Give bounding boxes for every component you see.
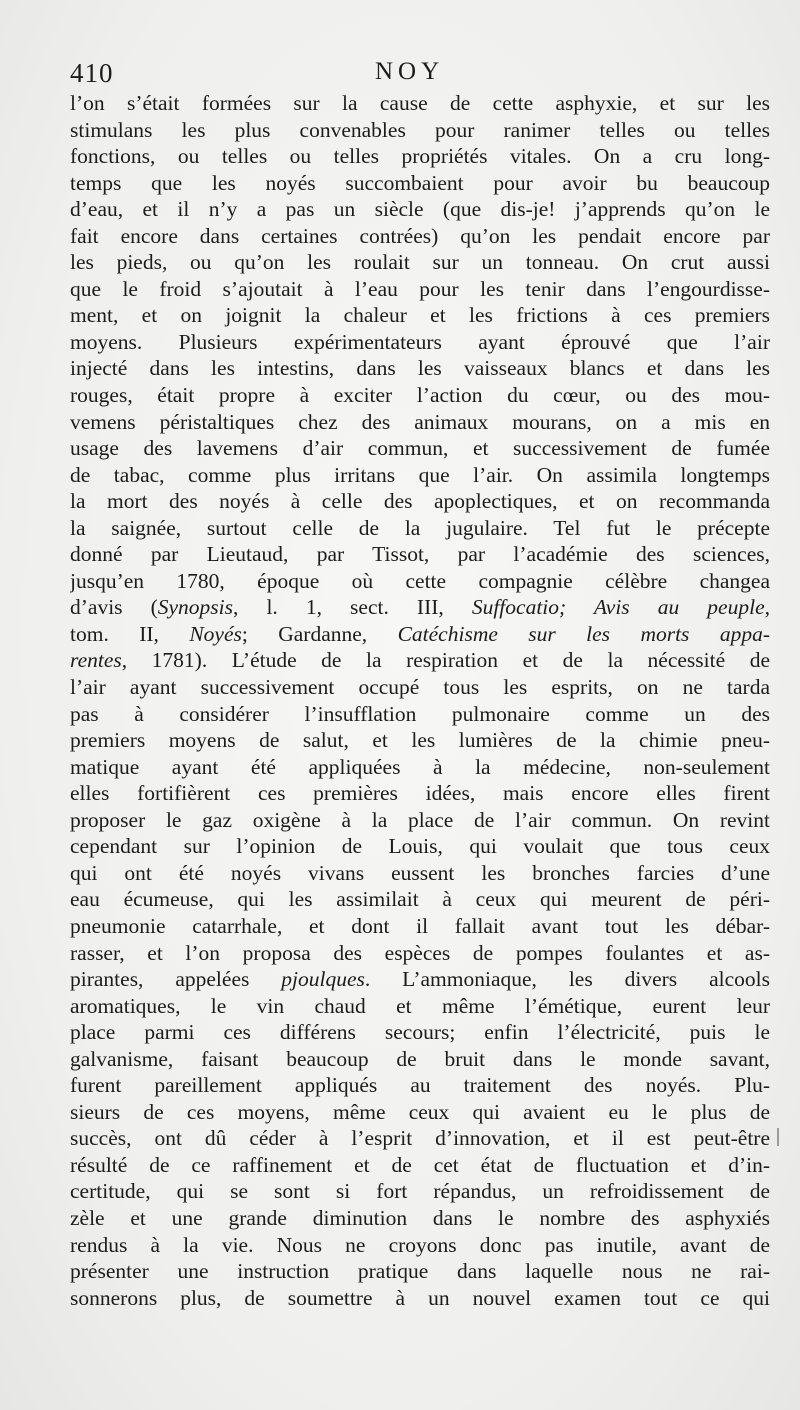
text-segment: l’on s’était formées sur la cause de cette asphyxie, et sur les: [70, 91, 770, 115]
text-segment: eau écumeuse, qui les assimilait à ceux qui meurent de péri-: [70, 887, 770, 912]
running-head: NOY: [375, 58, 445, 85]
text-line: [70, 143, 770, 170]
text-segment: zèle et une grande diminution dans le nombre des asphyxiés: [70, 1205, 770, 1230]
text-line: [70, 727, 770, 754]
italic-text: Catéchisme sur les morts appa-: [397, 621, 770, 646]
text-segment: donné par Lieutaud, par Tissot, par l’académie des sciences,: [70, 542, 770, 567]
text-segment: que le froid s’ajoutait à l’eau pour les tenir dans l’engourdisse-: [70, 276, 770, 301]
text-segment: aromatiques, le vin chaud et même l’émétique, eurent leur: [70, 993, 770, 1018]
text-line: [70, 1152, 770, 1179]
italic-text: Noyés: [189, 621, 242, 646]
text-segment: pneumonie catarrhale, et dont il fallait avant tout les débar-: [70, 913, 770, 938]
text-line: [70, 382, 770, 409]
text-segment: . L’ammoniaque, les divers alcools: [364, 967, 770, 992]
text-segment: proposer le gaz oxigène à la place de l’air commun. On revint: [70, 807, 770, 832]
text-line: [70, 1232, 770, 1259]
text-segment: rouges, était propre à exciter l’action du cœur, ou des mou-: [70, 383, 770, 408]
text-line: [70, 90, 770, 117]
text-line: [70, 860, 770, 887]
text-segment: fonctions, ou telles ou telles propriétés vitales. On a cru long-: [70, 144, 770, 169]
text-segment: la saignée, surtout celle de la jugulaire. Tel fut le précepte: [70, 515, 770, 540]
text-line: [70, 1019, 770, 1046]
margin-mark: [777, 1128, 779, 1146]
body-text: [70, 90, 770, 1311]
text-segment: résulté de ce raffinement et de cet état de fluctuation et d’in-: [70, 1152, 770, 1177]
text-line: [70, 249, 770, 276]
text-segment: qui ont été noyés vivans eussent les bronches farcies d’une: [70, 860, 770, 885]
text-line: [70, 807, 770, 834]
text-segment: pas à considérer l’insufflation pulmonaire comme un des: [70, 701, 770, 726]
text-segment: ,: [764, 595, 770, 620]
text-line: [70, 568, 770, 595]
text-line: [70, 647, 770, 674]
text-line: [70, 993, 770, 1020]
text-segment: moyens. Plusieurs expérimentateurs ayant éprouvé que l’air: [70, 329, 770, 354]
text-line: [70, 276, 770, 303]
text-segment: ; Gardanne,: [241, 621, 398, 646]
text-segment: de tabac, comme plus irritans que l’air. On assimila longtemps: [70, 462, 770, 487]
text-line: [70, 886, 770, 913]
text-line: [70, 833, 770, 860]
text-segment: stimulans les plus convenables pour ranimer telles ou telles: [70, 117, 770, 142]
text-segment: place parmi ces différens secours; enfin l’électricité, puis le: [70, 1020, 770, 1045]
text-line: [70, 223, 770, 250]
text-line: [70, 674, 770, 701]
text-line: [70, 117, 770, 144]
text-line: [70, 701, 770, 728]
text-segment: d’avis (: [70, 595, 158, 620]
text-segment: présenter une instruction pratique dans laquelle nous ne rai-: [70, 1259, 770, 1284]
text-line: [70, 780, 770, 807]
text-segment: ment, et on joignit la chaleur et les frictions à ces premiers: [70, 303, 770, 328]
text-segment: tom. II,: [70, 621, 190, 646]
text-line: [70, 302, 770, 329]
text-segment: matique ayant été appliquées à la médecine, non-seulement: [70, 754, 770, 779]
text-segment: pirantes, appelées: [70, 967, 282, 992]
text-segment: usage des lavemens d’air commun, et successivement de fumée: [70, 436, 770, 461]
text-segment: sonnerons plus, de soumettre à un nouvel examen tout ce qui: [70, 1285, 770, 1310]
text-line: [70, 621, 770, 648]
page-number: 410: [70, 58, 114, 88]
text-line: [70, 462, 770, 489]
text-segment: certitude, qui se sont si fort répandus, un refroidissement de: [70, 1179, 770, 1204]
text-line: [70, 594, 770, 621]
text-line: [70, 1258, 770, 1285]
text-line: [70, 515, 770, 542]
text-segment: fait encore dans certaines contrées) qu’on les pendait encore par: [70, 223, 770, 248]
text-line: [70, 1046, 770, 1073]
text-segment: cependant sur l’opinion de Louis, qui voulait que tous ceux: [70, 834, 770, 859]
text-segment: furent pareillement appliqués au traitement des noyés. Plu-: [70, 1073, 770, 1098]
text-line: [70, 966, 770, 993]
text-line: [70, 196, 770, 223]
text-line: [70, 1285, 770, 1312]
text-segment: l’air ayant successivement occupé tous les esprits, on ne tarda: [70, 675, 770, 700]
page-header: [70, 58, 770, 92]
text-segment: galvanisme, faisant beaucoup de bruit dans le monde savant,: [70, 1046, 770, 1071]
italic-text: Suffocatio; Avis au peuple: [471, 595, 765, 620]
text-line: [70, 913, 770, 940]
text-line: [70, 1125, 770, 1152]
text-segment: la mort des noyés à celle des apoplectiques, et on recommanda: [70, 489, 770, 514]
italic-text: Synopsis: [157, 595, 234, 620]
text-line: [70, 435, 770, 462]
text-line: [70, 488, 770, 515]
text-line: [70, 329, 770, 356]
text-segment: injecté dans les intestins, dans les vaisseaux blancs et dans les: [70, 356, 770, 381]
text-line: [70, 1178, 770, 1205]
text-segment: les pieds, ou qu’on les roulait sur un tonneau. On crut aussi: [70, 250, 770, 275]
text-segment: , 1781). L’étude de la respiration et de la nécessité de: [121, 648, 770, 673]
text-line: [70, 409, 770, 436]
text-line: [70, 355, 770, 382]
text-line: [70, 541, 770, 568]
text-line: [70, 754, 770, 781]
text-segment: temps que les noyés succombaient pour avoir bu beaucoup: [70, 170, 770, 195]
text-segment: sieurs de ces moyens, même ceux qui avaient eu le plus de: [70, 1099, 770, 1124]
text-line: [70, 1205, 770, 1232]
text-line: [70, 940, 770, 967]
italic-text: pjoulques: [281, 967, 365, 992]
italic-text: rentes: [70, 648, 122, 673]
text-segment: jusqu’en 1780, époque où cette compagnie célèbre changea: [70, 568, 770, 593]
text-segment: premiers moyens de salut, et les lumières de la chimie pneu-: [70, 728, 770, 753]
text-line: [70, 1072, 770, 1099]
text-segment: elles fortifièrent ces premières idées, mais encore elles firent: [70, 781, 770, 806]
text-line: [70, 1099, 770, 1126]
text-segment: vemens péristaltiques chez des animaux mourans, on a mis en: [70, 409, 770, 434]
text-segment: , l. 1, sect. III,: [233, 595, 472, 620]
text-segment: d’eau, et il n’y a pas un siècle (que dis-je! j’apprends qu’on le: [70, 197, 770, 222]
text-line: [70, 170, 770, 197]
text-segment: rendus à la vie. Nous ne croyons donc pas inutile, avant de: [70, 1232, 770, 1257]
text-segment: rasser, et l’on proposa des espèces de pompes foulantes et as-: [70, 940, 770, 965]
text-segment: succès, ont dû céder à l’esprit d’innovation, et il est peut-être: [70, 1126, 770, 1151]
